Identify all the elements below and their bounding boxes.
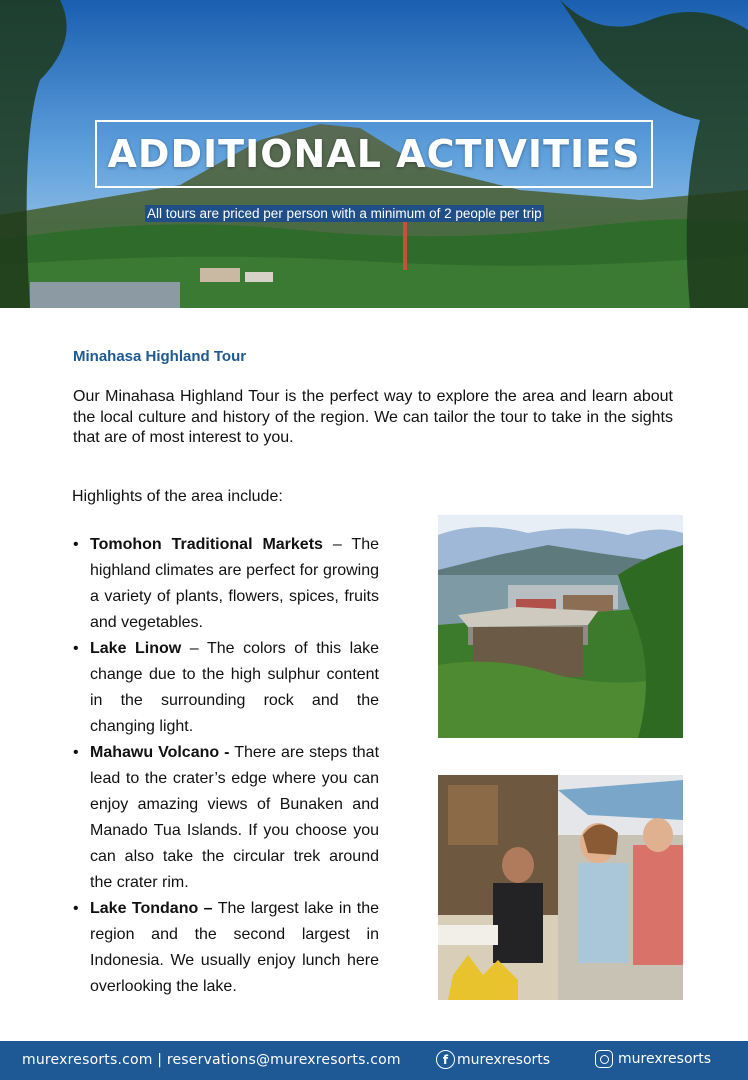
instagram-icon [595,1050,613,1068]
instagram-link[interactable] [595,1050,711,1068]
footer-bar [0,1041,748,1080]
highlights-list [73,532,379,1000]
highlight-name: Lake Linow [90,640,182,657]
highlight-description: The colors of this lake change due to the high sulphur content in the surrounding rock and the changing light. [90,640,380,735]
hero-banner [0,0,748,308]
section-title: Minahasa Highland Tour [73,348,247,365]
highlight-description: There are steps that lead to the crater’s edge where you can enjoy amazing views of Bunaken and Manado Tua Islands. If you choose you can also take the circular trek around the crater rim. [90,744,380,891]
highlight-description: The largest lake in the region and the second largest in Indonesia. We usually enjoy lunch here overlooking the lake. [90,900,380,995]
highlight-name: Mahawu Volcano - [90,744,230,761]
list-item: • Lake Linow – The colors of this lake change due to the high sulphur content in the surrounding rock and the changing light. [73,636,379,740]
facebook-link[interactable] [436,1050,550,1069]
page-title: ADDITIONAL ACTIVITIES [107,132,641,176]
highlight-description: The highland climates are perfect for growing a variety of plants, flowers, spices, fruits and vegetables. [90,536,379,631]
intro-paragraph: Our Minahasa Highland Tour is the perfect way to explore the area and learn about the local culture and history of the region. We can tailor the tour to take in the sights that are of most interest to you. [73,388,673,446]
market-photo [438,775,683,1000]
facebook-handle: murexresorts [457,1051,551,1068]
list-item: • Tomohon Traditional Markets – The highland climates are perfect for growing a variety of plants, flowers, spices, fruits and vegetables. [73,532,379,636]
list-item [73,896,379,1000]
highlights-heading: Highlights of the area include: [72,488,283,505]
highlight-name: Lake Tondano – [90,900,213,917]
highlight-name: Tomohon Traditional Markets [90,536,323,553]
contact-links[interactable]: murexresorts.com | reservations@murexresorts.com [22,1052,401,1068]
title-frame [95,120,653,188]
pricing-note: All tours are priced per person with a minimum of 2 people per trip [147,206,542,221]
lake-photo [438,515,683,738]
instagram-handle: murexresorts [618,1051,712,1067]
facebook-icon: f [436,1050,455,1069]
list-item [73,740,379,896]
